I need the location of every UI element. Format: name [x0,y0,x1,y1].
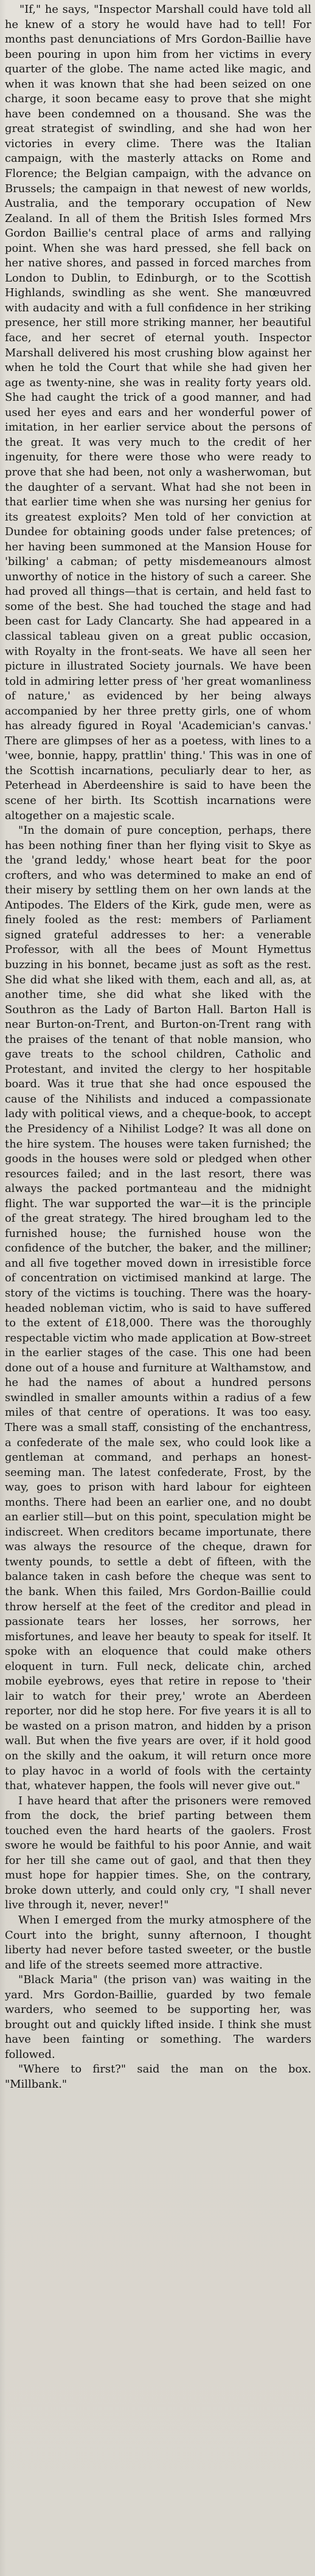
article-column [5,2,311,2093]
article-paragraph: I have heard that after the prisoners were removed from the dock, the brief parting between them touched even the hard hearts of the gaolers. Frost swore he would be faithful to his poor Annie, and wait for her till she came out of gaol, and that then they must hope for happier times. She, on the contrary, broke down utterly, and could only cry, "I shall never live through it, never, never!" [5,1794,311,1912]
article-paragraph: "In the domain of pure conception, perhaps, there has been nothing finer than her flying visit to Skye as the 'grand leddy,' whose heart beat for the poor crofters, and who was determined to make an end of their misery by settling them on her own lands at the Antipodes. The Elders of the Kirk, gude men, were as finely fooled as the rest: members of Parliament signed grateful addresses to her: a venerable Professor, with all the bees of Mount Hymettus buzzing in his bonnet, became just as soft as the rest. She did what she liked with them, each and all, as, at another time, she did what she liked with the Southron as the Lady of Barton Hall. Barton Hall is near Burton-on-Trent, and Burton-on-Trent rang with the praises of the tenant of that noble mansion, who gave treats to the school children, Catholic and Protestant, and invited the clergy to her hospitable board. Was it true that she had once espoused the cause of the Nihilists and induced a compassionate lady with political views, and a cheque-book, to accept the Presidency of a Nihilist Lodge? It was all done on the hire system. The houses were taken furnished; the goods in the houses were sold or pledged when other resources failed; and in the last resort, there was always the packed portmanteau and the midnight flight. The war supported the war—it is the principle of the great strategy. The hired brougham led to the furnished house; the furnished house won the confidence of the butcher, the baker, and the milliner; and all five together moved down in irresistible force of concentration on victimised mankind at large. The story of the victims is touching. There was the hoary-headed nobleman victim, who is said to have suffered to the extent of £18,000. There was the thoroughly respectable victim who made application at Bow-street in the earlier stages of the case. This one had been done out of a house and furniture at Walthamstow, and he had the names of about a hundred persons swindled in smaller amounts within a radius of a few miles of that centre of operations. It was too easy. There was a small staff, consisting of the enchantress, a confederate of the male sex, who could look like a gentleman at command, and perhaps an honest-seeming man. The latest confederate, Frost, by the way, goes to prison with hard labour for eighteen months. There had been an earlier one, and no doubt an earlier still—but on this point, speculation might be indiscreet. When creditors became importunate, there was always the resource of the cheque, drawn for twenty pounds, to settle a debt of fifteen, with the balance taken in cash before the cheque was sent to the bank. When this failed, Mrs Gordon-Baillie could throw herself at the feet of the creditor and plead in passionate tears her losses, her sorrows, her misfortunes, and leave her beauty to speak for itself. It spoke with an eloquence that could make others eloquent in turn. Full neck, delicate chin, arched mobile eyebrows, eyes that retire in repose to 'their lair to watch for their prey,' wrote an Aberdeen reporter, nor did he stop here. For five years it is all to be wasted on a prison matron, and hidden by a prison wall. But when the five years are over, if it hold good on the skilly and the oakum, it will return once more to play havoc in a world of fools with the certainty that, whatever happen, the fools will never give out." [5,824,311,1793]
article-paragraph: "Where to first?" said the man on the box. "Millbank." [5,2063,311,2091]
article-paragraph: "If," he says, "Inspector Marshall could have told all he knew of a story he would have had to tell! For months past denunciations of Mrs Gordon-Baillie have been pouring in upon him from her victims in every quarter of the globe. The name acted like magic, and when it was known that she had been seized on one charge, it soon became easy to prove that she might have been condemned on a thousand. She was the great strategist of swindling, and she had won her victories in every clime. There was the Italian campaign, with the masterly attacks on Rome and Florence; the Belgian campaign, with the advance on Brussels; the campaign in that newest of new worlds, Australia, and the temporary occupation of New Zealand. In all of them the British Isles formed Mrs Gordon Baillie's central place of arms and rallying point. When she was hard pressed, she fell back on her native shores, and passed in forced marches from London to Dublin, to Edinburgh, or to the Scottish Highlands, swindling as she went. She manœuvred with audacity and with a full confidence in her striking presence, her still more striking manner, her beautiful face, and her secret of eternal youth. Inspector Marshall delivered his most crushing blow against her when he told the Court that while she had given her age as twenty-nine, she was in reality forty years old. She had caught the trick of a good manner, and had used her eyes and ears and her wonderful power of imitation, in her earlier service about the persons of the great. It was very much to the credit of her ingenuity, for there were those who were ready to prove that she had been, not only a washerwoman, but the daughter of a servant. What had she not been in that earlier time when she was nursing her genius for its greatest exploits? Men told of her conviction at Dundee for obtaining goods under false pretences; of her having been summoned at the Mansion House for 'bilking' a cabman; of petty misdemeanours almost unworthy of notice in the history of such a career. She had proved all things—that is certain, and held fast to some of the best. She had touched the stage and had been cast for Lady Clancarty. She had appeared in a classical tableau given on a great public occasion, with Royalty in the front-seats. We have all seen her picture in illustrated Society journals. We have been told in admiring letter press of 'her great womanliness of nature,' as evidenced by her being always accompanied by her three pretty girls, one of whom has already figured in Royal 'Academician's canvas.' There are glimpses of her as a poetess, with lines to a 'wee, bonnie, happy, prattlin' thing.' This was in one of the Scottish incarnations, peculiarly dear to her, as Peterhead in Aberdeenshire is said to have been the scene of her birth. Its Scottish incarnations were altogether on a majestic scale. [5,3,311,822]
article-paragraph: "Black Maria" (the prison van) was waiting in the yard. Mrs Gordon-Baillie, guarded by two female warders, who seemed to be supporting her, was brought out and quickly lifted inside. I think she must have been fainting or something. The warders followed. [5,1973,311,2061]
article-paragraph: When I emerged from the murky atmosphere of the Court into the bright, sunny afternoon, I thought liberty had never before tasted sweeter, or the bustle and life of the streets seemed more attractive. [5,1914,311,1972]
